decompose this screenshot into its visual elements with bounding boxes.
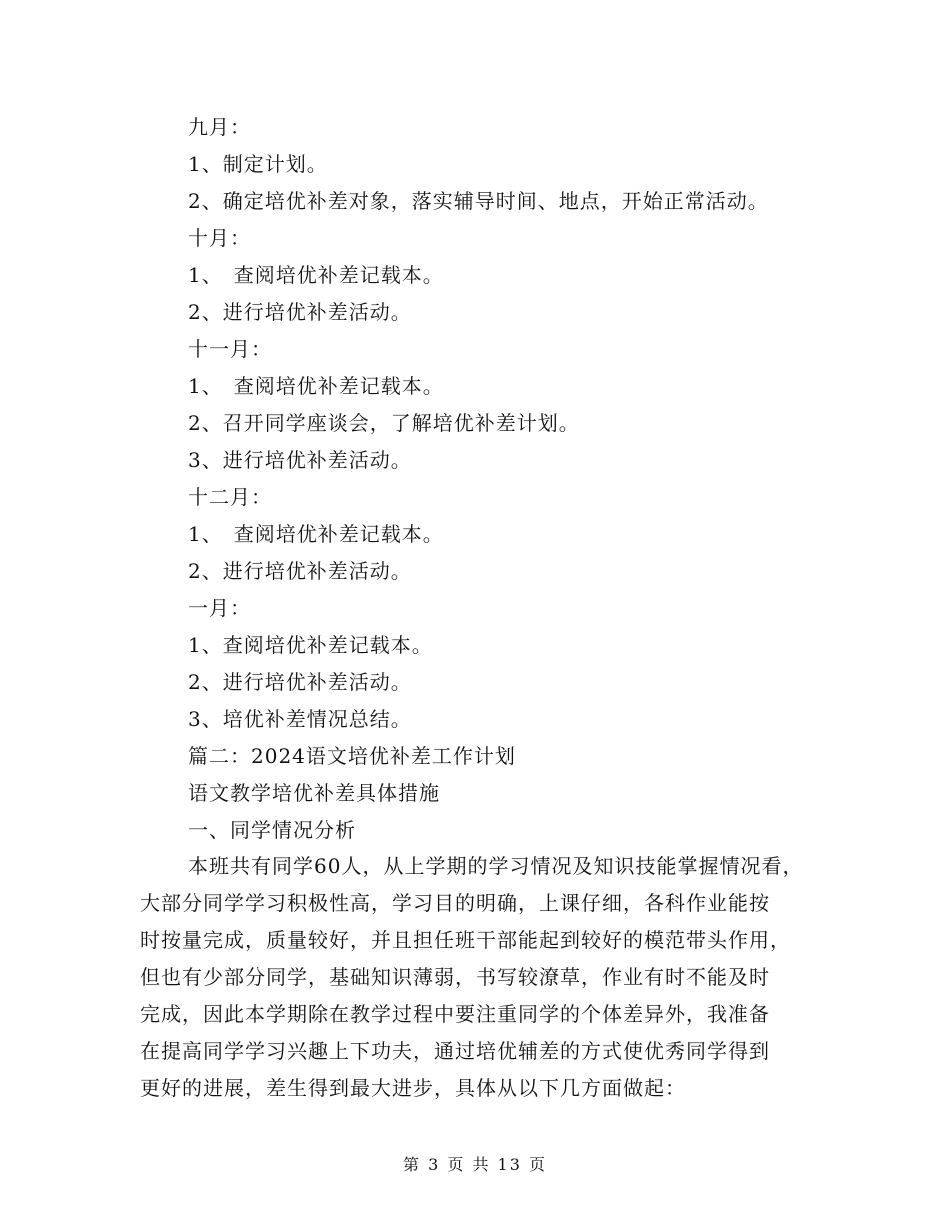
- paragraph-line: 但也有少部分同学，基础知识薄弱，书写较潦草，作业有时不能及时: [140, 965, 770, 989]
- list-item: 2、进行培优补差活动。: [188, 559, 412, 583]
- list-item: 1、 查阅培优补差记载本。: [188, 263, 444, 287]
- paragraph-line: 完成，因此本学期除在教学过程中要注重同学的个体差异外，我准备: [140, 1002, 770, 1026]
- heading-january: 一月：: [188, 596, 251, 620]
- list-item: 2、进行培优补差活动。: [188, 300, 412, 324]
- list-item: 3、培优补差情况总结。: [188, 707, 412, 731]
- list-item: 2、进行培优补差活动。: [188, 670, 412, 694]
- page-footer: 第 3 页 共 13 页: [403, 1155, 547, 1174]
- list-item: 1、 查阅培优补差记载本。: [188, 374, 444, 398]
- paragraph-first-line: 本班共有同学60人，从上学期的学习情况及知识技能掌握情况看，: [188, 854, 804, 878]
- section-heading-student-analysis: 一、同学情况分析: [188, 818, 356, 842]
- heading-november: 十一月：: [188, 337, 272, 361]
- section-title: 篇二：2024语文培优补差工作计划: [188, 744, 516, 768]
- subsection-title: 语文教学培优补差具体措施: [188, 781, 440, 805]
- list-item: 3、进行培优补差活动。: [188, 448, 412, 472]
- list-item: 1、制定计划。: [188, 152, 328, 176]
- heading-october: 十月：: [188, 226, 251, 250]
- list-item: 2、确定培优补差对象，落实辅导时间、地点，开始正常活动。: [188, 189, 769, 213]
- list-item: 1、查阅培优补差记载本。: [188, 633, 433, 657]
- heading-september: 九月：: [188, 115, 251, 139]
- list-item: 1、 查阅培优补差记载本。: [188, 522, 444, 546]
- list-item: 2、召开同学座谈会，了解培优补差计划。: [188, 411, 580, 435]
- heading-december: 十二月：: [188, 485, 272, 509]
- paragraph-line: 时按量完成，质量较好，并且担任班干部能起到较好的模范带头作用，: [140, 928, 791, 952]
- paragraph-line: 更好的进展，差生得到最大进步，具体从以下几方面做起：: [140, 1076, 686, 1100]
- paragraph-line: 在提高同学学习兴趣上下功夫，通过培优辅差的方式使优秀同学得到: [140, 1039, 770, 1063]
- paragraph-line: 大部分同学学习积极性高，学习目的明确，上课仔细，各科作业能按: [140, 891, 770, 915]
